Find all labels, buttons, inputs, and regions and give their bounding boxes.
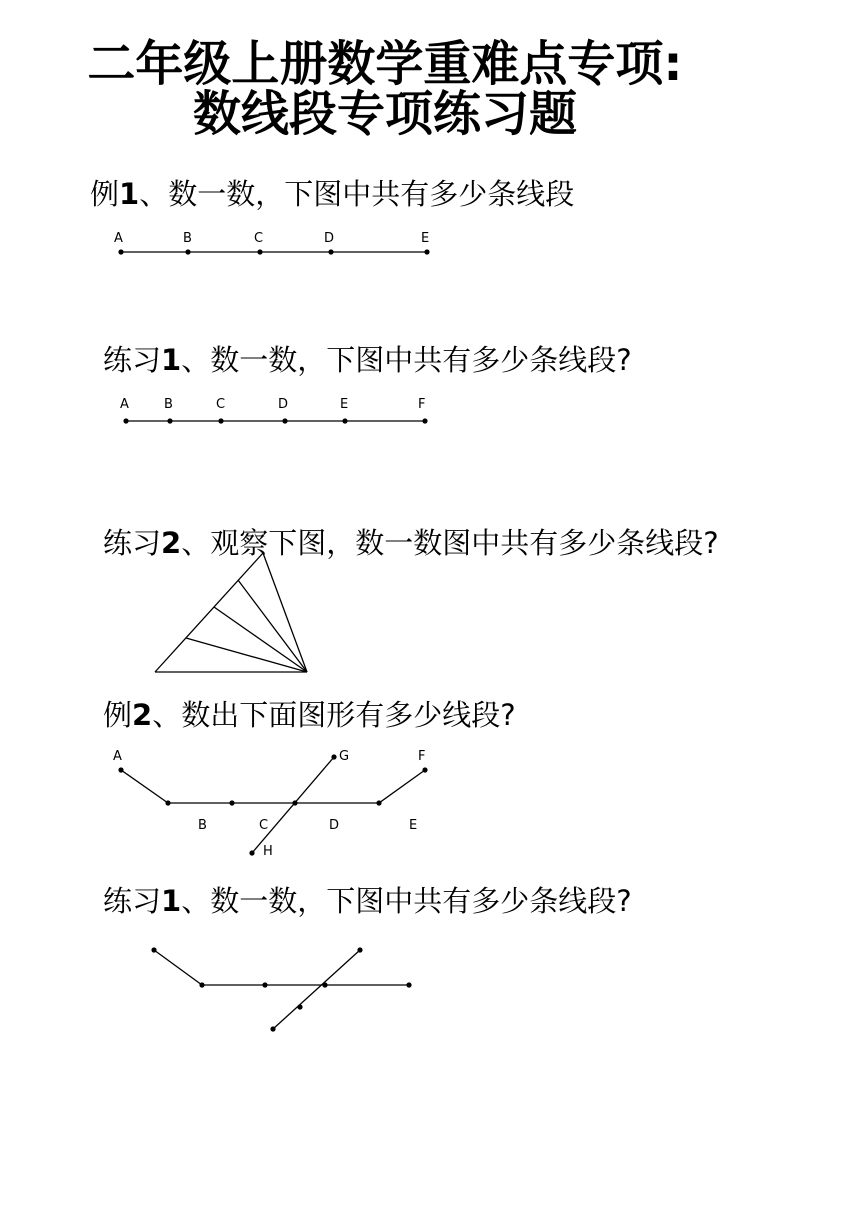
point-dot xyxy=(406,982,411,987)
point-dot xyxy=(424,249,429,254)
question-text: 、数出下面图形有多少线段? xyxy=(152,698,516,732)
point-dot xyxy=(342,418,347,423)
point-dot xyxy=(167,418,172,423)
point-label-b: B xyxy=(183,231,192,246)
point-label-f: F xyxy=(418,397,426,412)
point-dot xyxy=(262,982,267,987)
point-dot xyxy=(422,767,427,772)
point-label-b: B xyxy=(198,818,207,833)
point-dot xyxy=(118,767,123,772)
point-dot xyxy=(322,982,327,987)
question-prefix: 例 xyxy=(90,177,120,211)
figure4-crossing-line xyxy=(252,757,334,853)
point-dot xyxy=(270,1026,275,1031)
page-title-line-1: 二年级上册数学重难点专项: xyxy=(87,36,683,92)
point-dot xyxy=(185,249,190,254)
point-dot xyxy=(282,418,287,423)
figure3-ray-3 xyxy=(214,607,307,672)
point-dot xyxy=(229,800,234,805)
point-dot xyxy=(199,982,204,987)
point-label-c: C xyxy=(216,397,226,412)
page-title-line-2: 数线段专项练习题 xyxy=(192,86,577,142)
point-label-a: A xyxy=(120,397,129,412)
point-dot xyxy=(165,800,170,805)
question-prefix: 练习 xyxy=(103,343,162,377)
point-label-a: A xyxy=(113,749,122,764)
question-number: 2 xyxy=(161,526,182,560)
point-label-b: B xyxy=(164,397,173,412)
point-dot xyxy=(151,947,156,952)
figure3-left-side xyxy=(155,553,263,672)
point-dot xyxy=(331,754,336,759)
point-label-d: D xyxy=(324,231,335,246)
figure4-polyline xyxy=(121,770,425,803)
point-label-a: A xyxy=(114,231,123,246)
question-prefix: 练习 xyxy=(103,526,162,560)
figure5-crossing-line xyxy=(273,950,360,1029)
question-text: 、数一数，下图中共有多少条线段? xyxy=(181,343,632,377)
point-label-c: C xyxy=(254,231,264,246)
figure3-ray-2 xyxy=(238,580,307,672)
question-number: 1 xyxy=(161,884,182,918)
point-label-d: D xyxy=(278,397,289,412)
question-prefix: 例 xyxy=(103,698,133,732)
point-dot xyxy=(218,418,223,423)
point-label-f: F xyxy=(418,749,426,764)
question-text: 、数一数，下图中共有多少条线段? xyxy=(181,884,632,918)
point-label-e: E xyxy=(421,231,430,246)
question-number: 1 xyxy=(161,343,182,377)
point-dot xyxy=(376,800,381,805)
point-label-h: H xyxy=(263,844,273,859)
point-dot xyxy=(123,418,128,423)
question-prefix: 练习 xyxy=(103,884,162,918)
figure3-ray-4 xyxy=(186,638,307,672)
point-dot xyxy=(257,249,262,254)
point-label-e: E xyxy=(409,818,418,833)
point-label-e: E xyxy=(340,397,349,412)
question-text: 、数一数，下图中共有多少条线段 xyxy=(139,177,575,211)
point-label-g: G xyxy=(339,749,350,764)
point-dot xyxy=(328,249,333,254)
point-label-c: C xyxy=(259,818,269,833)
question-text: 、观察下图，数一数图中共有多少条线段? xyxy=(181,526,719,560)
figure5-polyline xyxy=(154,950,409,985)
point-dot xyxy=(292,800,297,805)
figure3-ray-1 xyxy=(263,553,307,672)
point-dot xyxy=(118,249,123,254)
point-dot xyxy=(422,418,427,423)
point-label-d: D xyxy=(329,818,340,833)
question-number: 1 xyxy=(119,177,140,211)
point-dot xyxy=(297,1004,302,1009)
point-dot xyxy=(249,850,254,855)
question-number: 2 xyxy=(132,698,153,732)
point-dot xyxy=(357,947,362,952)
